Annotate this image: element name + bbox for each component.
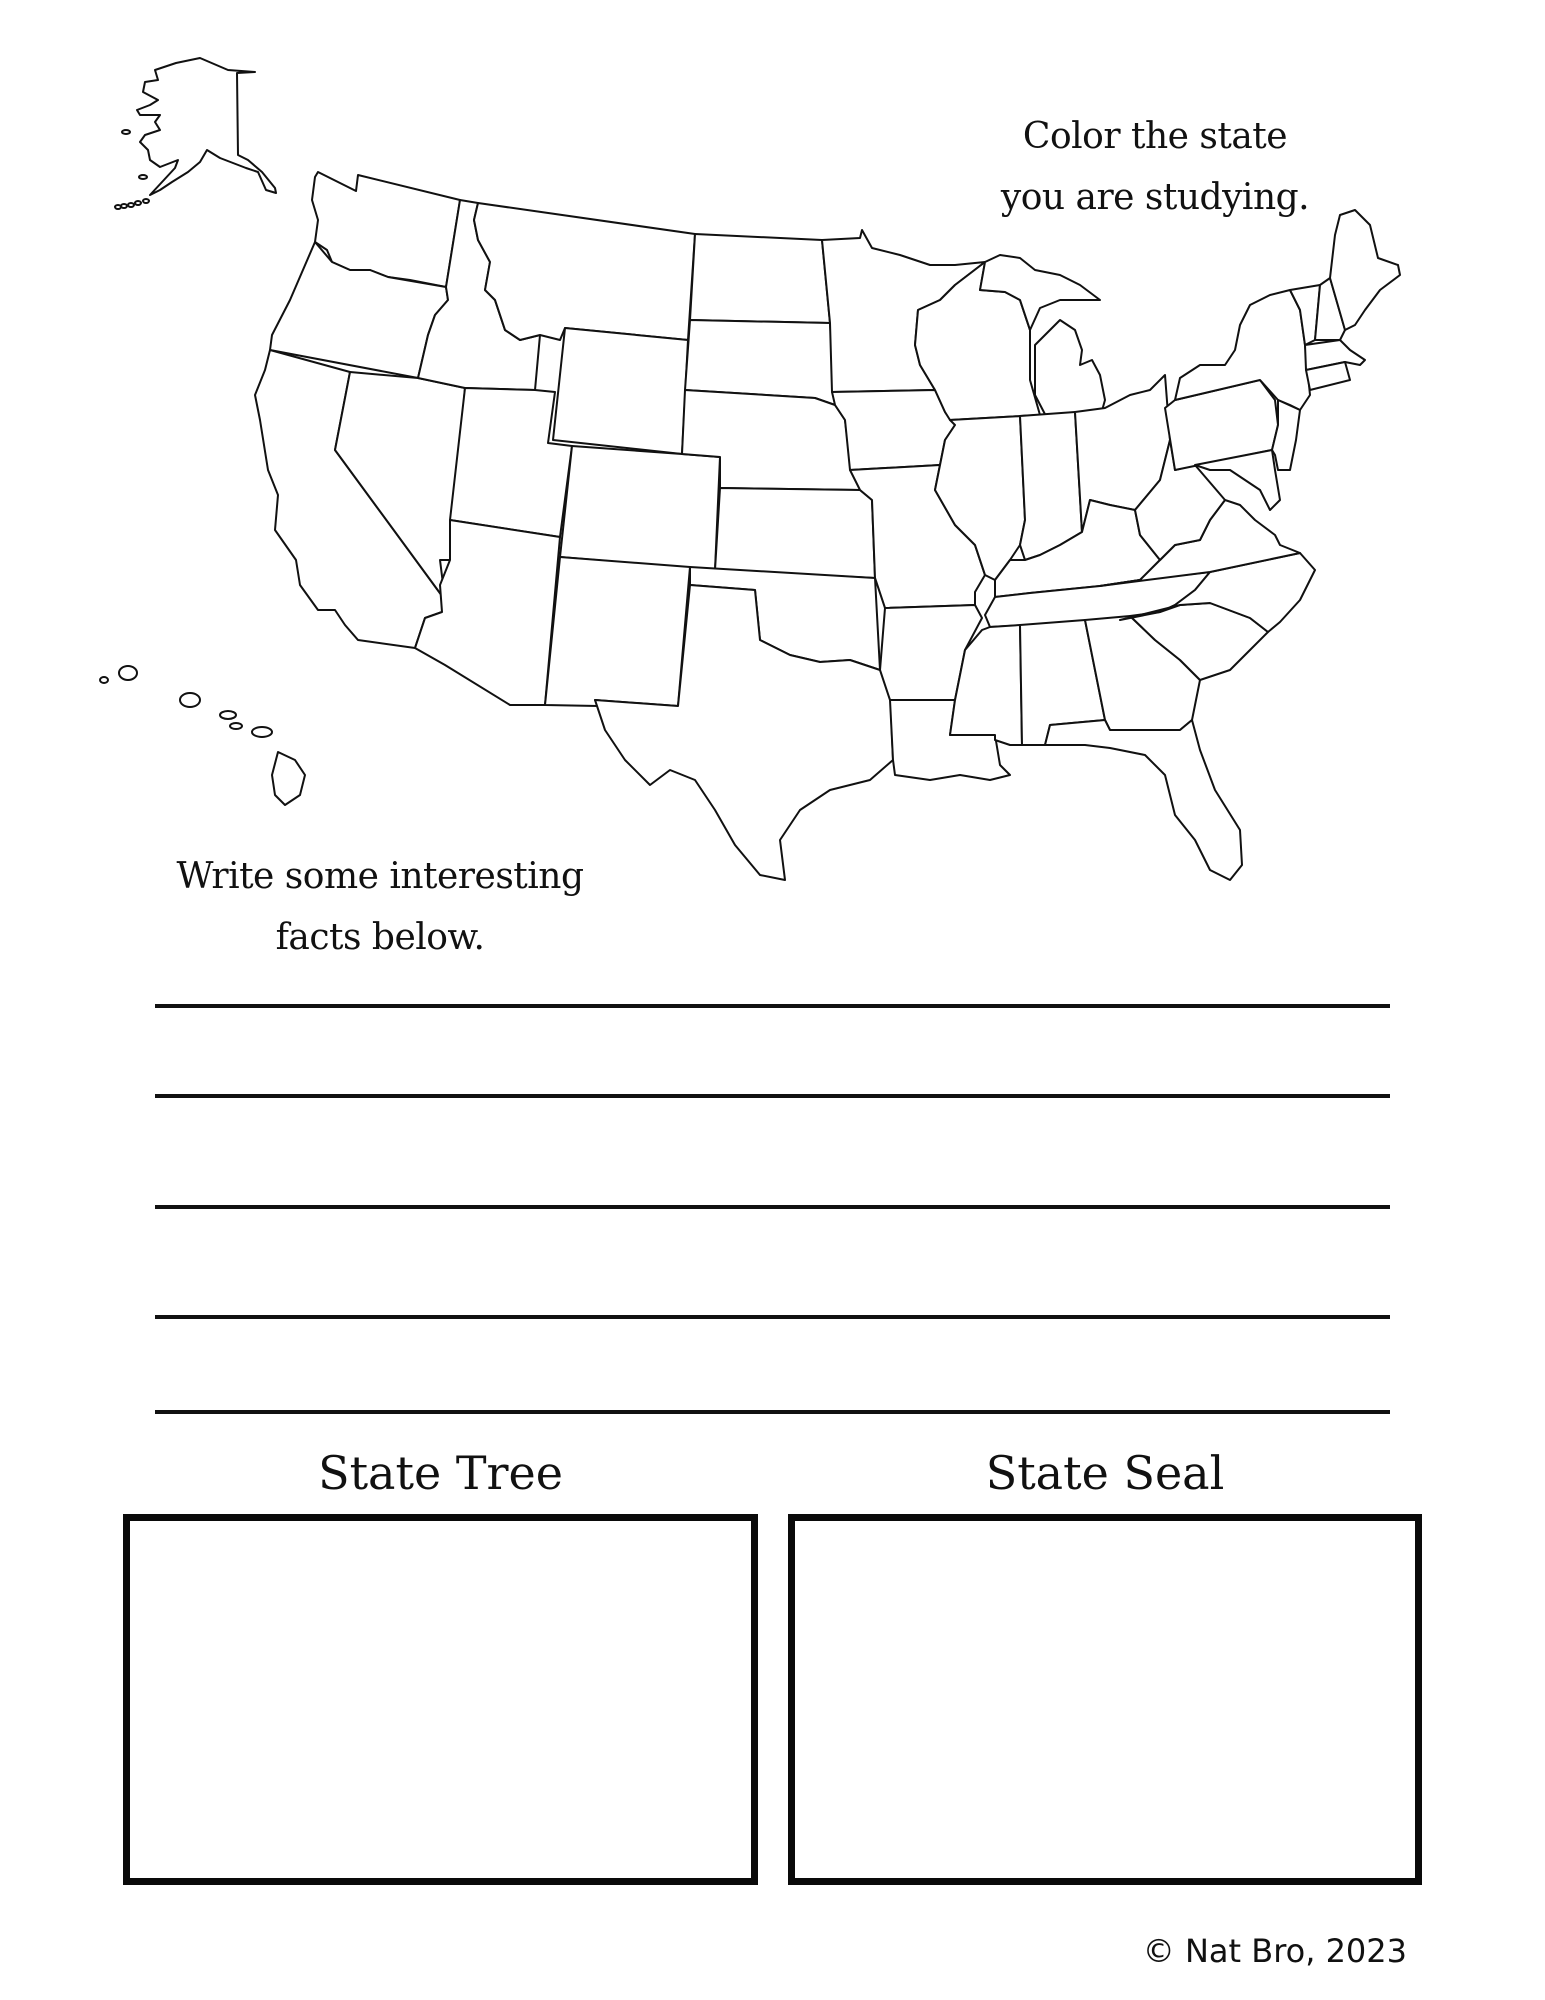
state-seal-label: State Seal — [985, 1446, 1225, 1500]
alaska-shape[interactable] — [137, 58, 276, 195]
map-instruction — [960, 106, 1350, 228]
facts-instruction-line1: Write some interesting — [176, 856, 584, 897]
fact-writing-line-4[interactable] — [155, 1315, 1390, 1319]
fact-writing-line-2[interactable] — [155, 1094, 1390, 1098]
copyright-notice: © Nat Bro, 2023 — [1142, 1932, 1407, 1970]
fact-writing-line-3[interactable] — [155, 1205, 1390, 1209]
fact-writing-line-1[interactable] — [155, 1004, 1390, 1008]
hawaii-shape — [119, 666, 137, 680]
facts-instruction-line2: facts below. — [275, 917, 485, 958]
facts-instruction — [140, 846, 620, 968]
map-instruction-line1: Color the state — [1022, 116, 1288, 157]
state-seal-drawing-box[interactable] — [788, 1514, 1422, 1885]
fact-writing-line-5[interactable] — [155, 1410, 1390, 1414]
state-tree-label: State Tree — [318, 1446, 563, 1500]
map-instruction-line2: you are studying. — [1000, 177, 1310, 218]
state-tree-drawing-box[interactable] — [123, 1514, 758, 1885]
